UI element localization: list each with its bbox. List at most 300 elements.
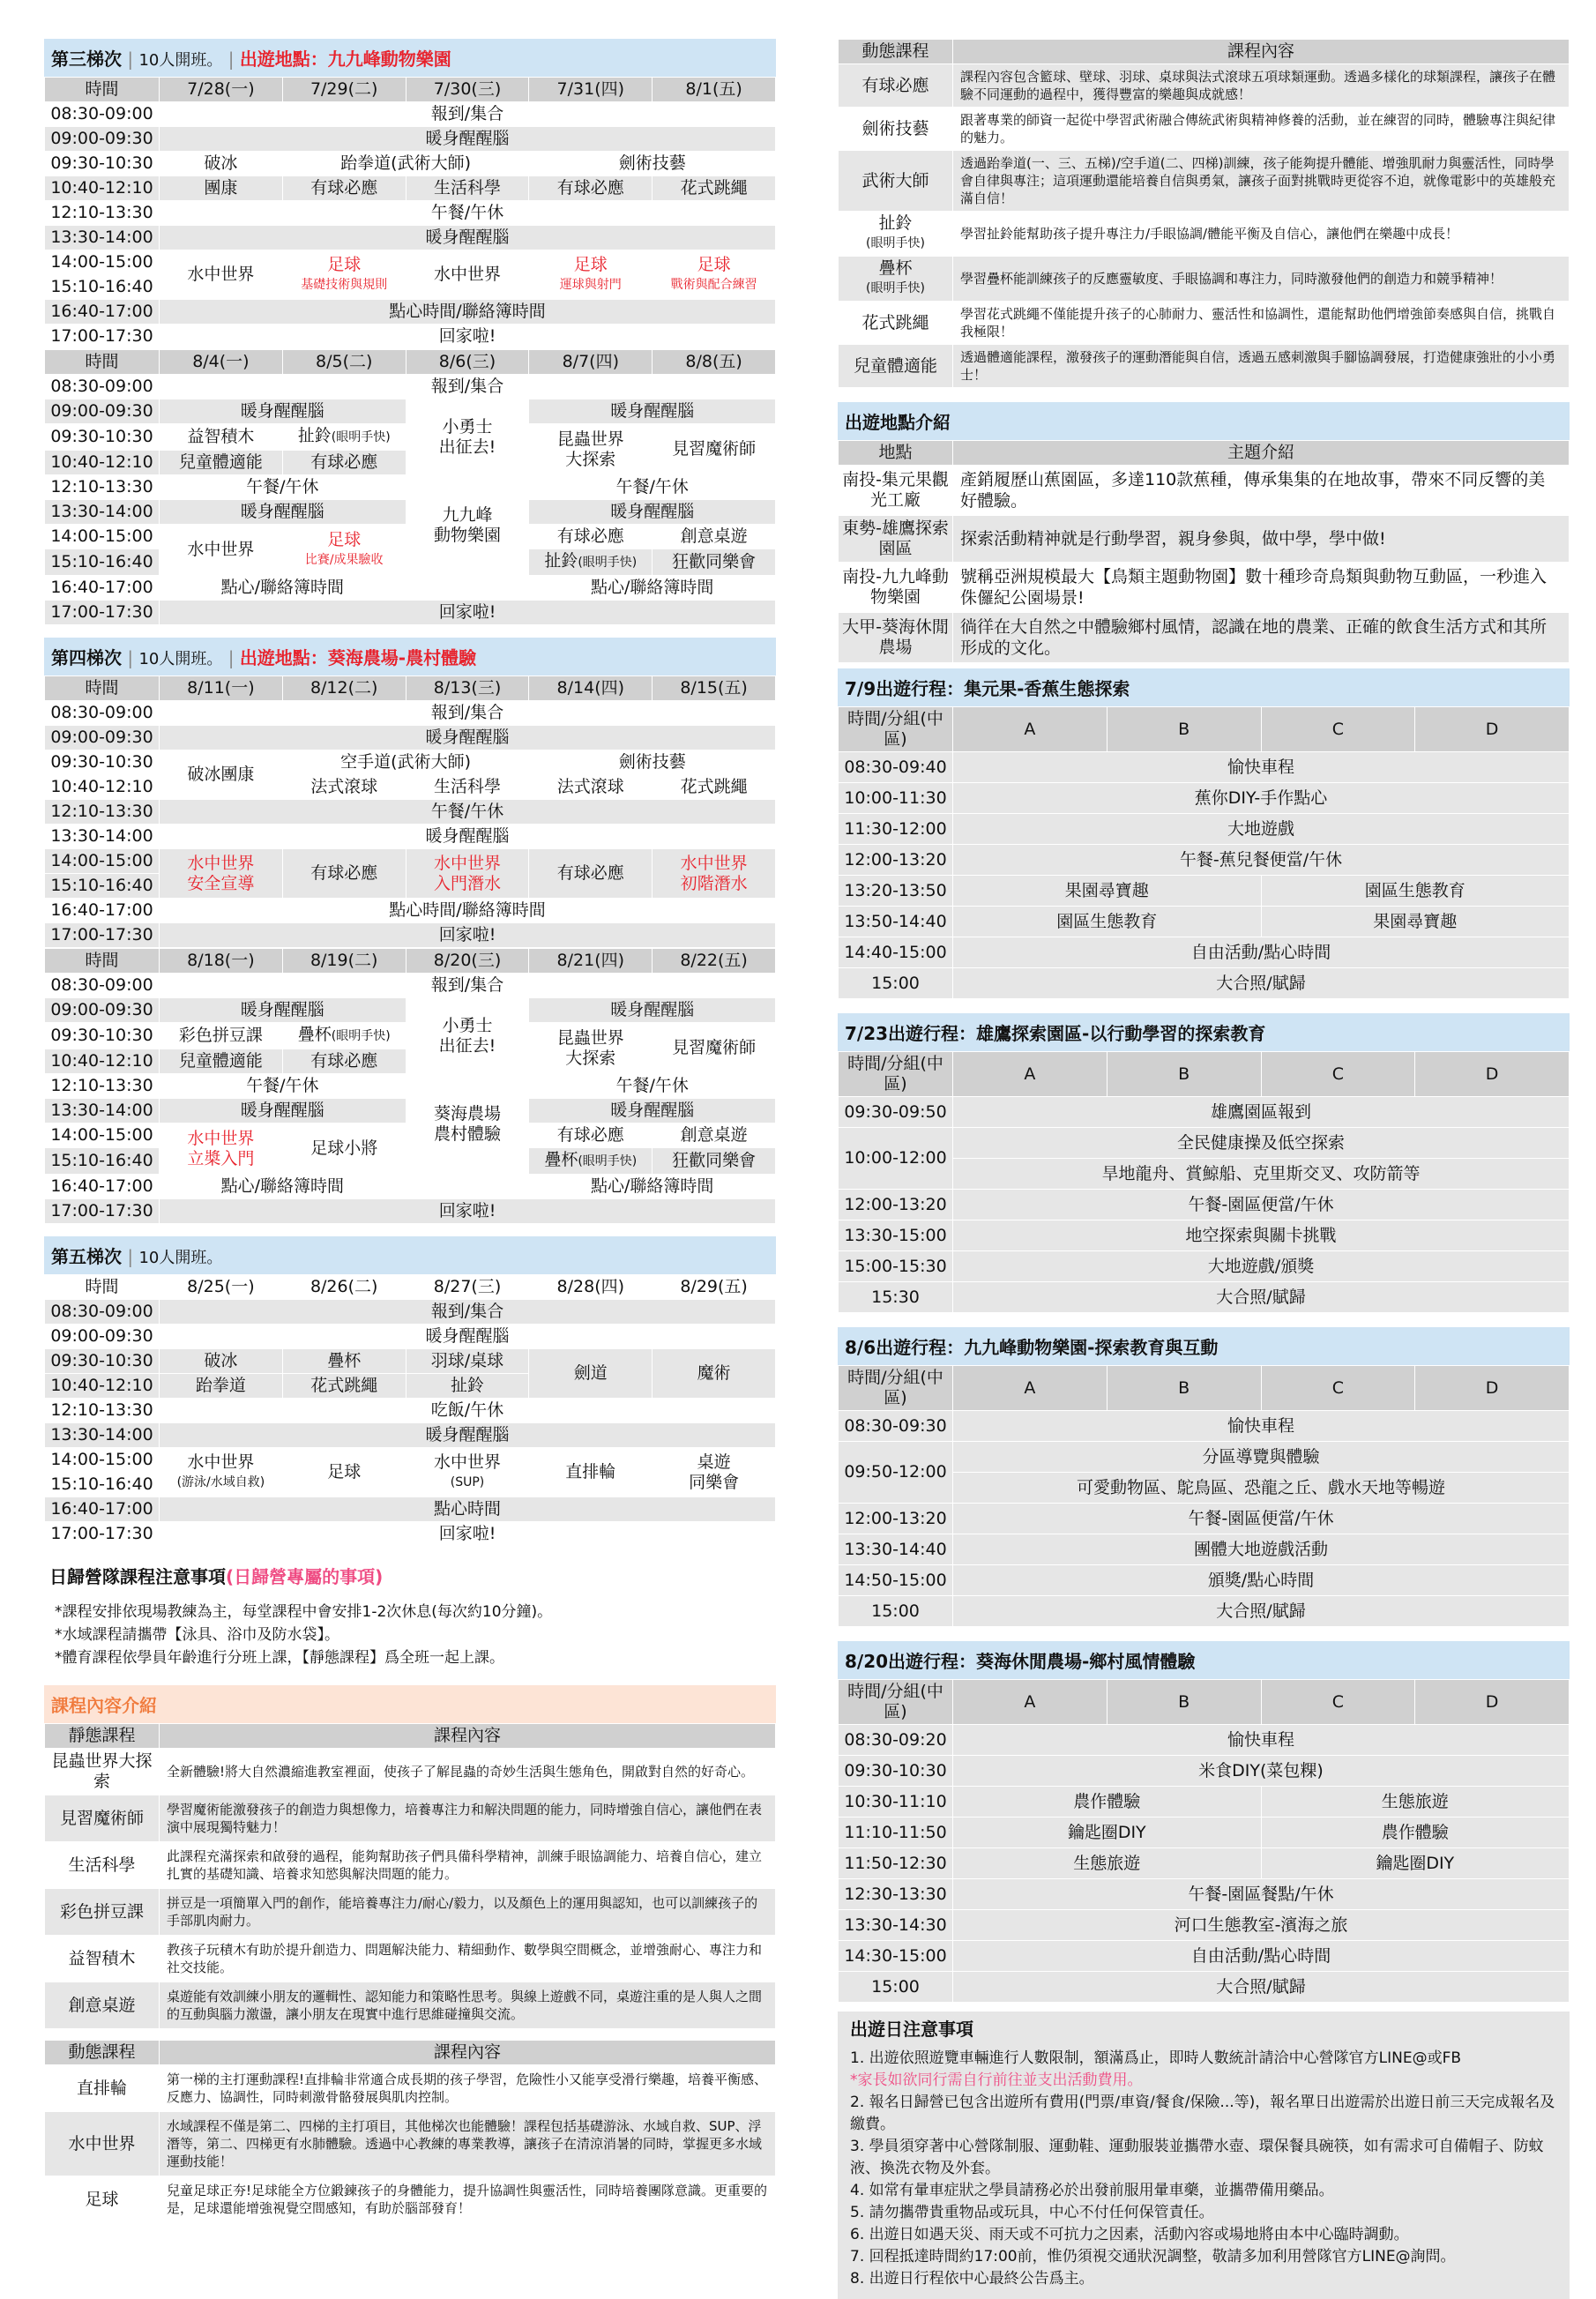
text: 昆蟲世界 xyxy=(556,429,624,449)
table-cell: 回家啦! xyxy=(160,325,776,349)
table-cell: 午餐-蕉兒餐便當/午休 xyxy=(953,845,1570,876)
table-row xyxy=(45,1842,776,1889)
table-cell: 號稱亞洲規模最大【鳥類主題動物園】數十種珍奇鳥類與動物互動區，一秒進入侏儸紀公園場景! xyxy=(953,563,1570,613)
table-cell: 14:00-15:00 xyxy=(45,1123,160,1148)
table-cell: 分區導覽與體驗 xyxy=(953,1442,1570,1473)
table-cell: 跆拳道 xyxy=(160,1374,283,1399)
table-row xyxy=(839,707,1570,752)
table-row xyxy=(45,1497,776,1522)
text: 10人開班。 xyxy=(138,1249,223,1267)
table-cell: 拼豆是一項簡單入門的創作，能培養專注力/耐心/毅力，以及顏色上的運用與認知，也可以訓練孩子的手部肌肉耐力。 xyxy=(160,1889,776,1936)
table-cell: 大甲-葵海休閒農場 xyxy=(839,613,953,663)
table-cell: 報到/集合 xyxy=(160,102,776,127)
table-cell: 13:30-14:00 xyxy=(45,226,160,250)
table-row xyxy=(45,800,776,825)
table-cell: 8/29(五) xyxy=(653,1275,776,1300)
text: 水中世界 xyxy=(433,853,501,873)
table-cell: 破冰 xyxy=(160,152,283,176)
table-cell: 15:00 xyxy=(839,1596,953,1627)
table-cell: 兒童足球正夯!足球能全方位鍛鍊孩子的身體能力，提升協調性與靈活性，同時培養團隊意識。更重要的是，足球還能增強視覺空間感知，有助於腦部發育！ xyxy=(160,2176,776,2223)
table-cell xyxy=(529,1148,653,1175)
table-cell: 有球必應 xyxy=(529,1123,653,1148)
table-cell: B xyxy=(1107,707,1261,752)
table-cell: 生活科學 xyxy=(45,1842,160,1889)
table-cell: 時間 xyxy=(45,78,160,102)
text: 九九峰 xyxy=(442,504,493,525)
table-cell: 時間 xyxy=(45,676,160,701)
table-row xyxy=(839,1879,1570,1910)
trip-2-table xyxy=(838,1051,1570,1313)
table-cell: 大合照/賦歸 xyxy=(953,1596,1570,1627)
table-cell: 15:30 xyxy=(839,1282,953,1313)
table-cell: 回家啦! xyxy=(160,601,776,625)
trip-3-header: 8/6出遊行程：九九峰動物樂園-探索教育與互動 xyxy=(838,1327,1570,1365)
table-cell: 生活科學 xyxy=(406,775,529,800)
table-cell: 主題介紹 xyxy=(953,441,1570,466)
text: 出遊地點：葵海農場-農村體驗 xyxy=(239,647,477,668)
table-cell: 12:00-13:20 xyxy=(839,1190,953,1220)
table-cell: 09:00-09:30 xyxy=(45,726,160,750)
table-cell: 08:30-09:00 xyxy=(45,974,160,998)
table-cell: 米食DIY(菜包粿) xyxy=(953,1756,1570,1787)
table-cell: 法式滾球 xyxy=(529,775,653,800)
table-cell: 8/8(五) xyxy=(653,350,776,375)
table-cell: 8/27(三) xyxy=(406,1275,529,1300)
text: (眼明手快) xyxy=(866,281,925,295)
text: (游泳/水域自救) xyxy=(176,1474,265,1489)
table-row xyxy=(839,1756,1570,1787)
table-cell: 愉快車程 xyxy=(953,1725,1570,1756)
table-cell: 暖身醒醒腦 xyxy=(529,500,776,525)
table-cell: 學習扯鈴能幫助孩子提升專注力/手眼協調/體能平衡及自信心，讓他們在樂趣中成長！ xyxy=(953,212,1570,257)
table-cell: 有球必應 xyxy=(839,64,953,108)
table-row xyxy=(839,1972,1570,2003)
table-cell: 大合照/賦歸 xyxy=(953,1282,1570,1313)
table-cell: 吃飯/午休 xyxy=(160,1399,776,1423)
table-row xyxy=(45,1936,776,1982)
dynamic-course-table-right xyxy=(838,39,1570,388)
table-cell xyxy=(406,475,529,576)
dynamic-course-table-left xyxy=(44,2040,776,2223)
table-cell: 蕉你DIY-手作點心 xyxy=(953,783,1570,814)
table-cell: 午餐-園區便當/午休 xyxy=(953,1190,1570,1220)
table-row xyxy=(45,899,776,923)
text: 水中世界 xyxy=(680,853,748,873)
table-cell: 08:30-09:20 xyxy=(839,1725,953,1756)
table-cell: B xyxy=(1107,1052,1261,1097)
table-cell: 8/7(四) xyxy=(529,350,653,375)
table-cell: 花式跳繩 xyxy=(839,302,953,345)
table-cell: 09:50-12:00 xyxy=(839,1442,953,1504)
table-cell: 7/28(一) xyxy=(160,78,283,102)
table-cell: 13:30-14:00 xyxy=(45,825,160,849)
table-cell: C xyxy=(1261,707,1415,752)
table-cell: 直排輪 xyxy=(529,1448,653,1497)
table-cell: 16:40-17:00 xyxy=(45,899,160,923)
text: (眼明手快) xyxy=(331,1029,391,1043)
table-row xyxy=(839,1787,1570,1818)
table-cell: 有球必應 xyxy=(282,176,406,201)
text: 水中世界 xyxy=(187,853,255,873)
table-row xyxy=(45,325,776,349)
table-cell xyxy=(653,849,776,899)
table-cell: 10:40-12:10 xyxy=(45,1049,160,1074)
table-cell xyxy=(653,1448,776,1497)
table-cell: 水中世界 xyxy=(160,525,283,576)
table-cell: 透過跆拳道(一、三、五梯)/空手道(二、四梯)訓練，孩子能夠提升體能、增強肌耐力與靈活性，同時學會自律與專注；這項運動還能培養自信與勇氣，讓孩子面對挑戰時更從容不迫，就像電影中的英雄般充滿自信！ xyxy=(953,151,1570,212)
table-cell: 回家啦! xyxy=(160,1199,776,1224)
text: 足球 xyxy=(573,254,608,274)
table-cell: 8/6(三) xyxy=(406,350,529,375)
table-cell: 旱地龍舟、賞鯨船、克里斯交叉、攻防箭等 xyxy=(953,1159,1570,1190)
text: (日歸營專屬的事項) xyxy=(226,1566,384,1587)
table-cell: 花式跳繩 xyxy=(282,1374,406,1399)
table-cell: 見習魔術師 xyxy=(653,424,776,475)
text: 出征去! xyxy=(438,1035,496,1056)
text: 扯鈴 xyxy=(878,213,913,233)
session-3-header: 第三梯次 | 10人開班。 | 出遊地點：九九峰動物樂園 xyxy=(44,39,776,77)
table-row xyxy=(839,783,1570,814)
text: (眼明手快) xyxy=(331,430,391,444)
table-row xyxy=(45,1448,776,1473)
table-cell: 13:30-15:00 xyxy=(839,1220,953,1251)
table-cell: 09:30-10:30 xyxy=(45,750,160,775)
text: 10人開班。 xyxy=(138,51,223,70)
table-cell: 15:00-15:30 xyxy=(839,1251,953,1282)
table-cell: 10:40-12:10 xyxy=(45,451,160,475)
table-cell: 17:00-17:30 xyxy=(45,923,160,948)
table-row xyxy=(45,2065,776,2112)
table-row xyxy=(839,302,1570,345)
table-cell: 東勢-雄鷹探索園區 xyxy=(839,516,953,563)
table-cell: 17:00-17:30 xyxy=(45,1522,160,1547)
session-4-header: 第四梯次 | 10人開班。 | 出遊地點：葵海農場-農村體驗 xyxy=(44,638,776,676)
table-row xyxy=(45,1522,776,1547)
table-cell: 時間 xyxy=(45,350,160,375)
right-column xyxy=(838,39,1570,2299)
table-row xyxy=(45,176,776,201)
text: 安全宣導 xyxy=(187,873,255,893)
table-cell: 09:30-10:30 xyxy=(839,1756,953,1787)
table-cell: 課程內容 xyxy=(953,40,1570,64)
table-row xyxy=(839,1941,1570,1972)
table-row xyxy=(839,466,1570,516)
text: (眼明手快) xyxy=(866,236,925,250)
table-cell xyxy=(406,1074,529,1175)
table-cell: 10:00-12:00 xyxy=(839,1128,953,1190)
table-row xyxy=(45,127,776,152)
table-cell: 劍術技藝 xyxy=(839,108,953,151)
table-cell: 可愛動物區、鴕鳥區、恐龍之丘、戲水天地等暢遊 xyxy=(953,1473,1570,1504)
table-cell: 09:00-09:30 xyxy=(45,127,160,152)
session-5-table xyxy=(44,1274,776,1547)
text: 2. 報名日歸營已包含出遊所有費用(門票/車資/餐食/保險...等)，報名單日出遊需於出遊日前三天完成報名及繳費。 xyxy=(850,2094,1555,2133)
trip-4-table xyxy=(838,1679,1570,2003)
table-cell: 暖身醒醒腦 xyxy=(529,998,776,1023)
table-row xyxy=(839,1251,1570,1282)
text: 7. 回程抵達時間約17:00前，惟仍須視交通狀況調整，敬請多加利用營隊官方LINE@詢問。 xyxy=(850,2248,1456,2265)
table-cell: 學習疊杯能訓練孩子的反應靈敏度、手眼協調和專注力，同時激發他們的創造力和競爭精神！ xyxy=(953,257,1570,302)
table-cell xyxy=(406,849,529,899)
table-cell: 13:30-14:00 xyxy=(45,1423,160,1448)
table-row xyxy=(839,1910,1570,1941)
table-row xyxy=(45,1074,776,1099)
table-cell: 暖身醒醒腦 xyxy=(160,726,776,750)
trip-day-notes xyxy=(838,2012,1570,2299)
text: 足球 xyxy=(327,529,362,549)
table-row xyxy=(839,1725,1570,1756)
table-cell: 8/28(四) xyxy=(529,1275,653,1300)
table-cell: 有球必應 xyxy=(529,176,653,201)
table-cell: 08:30-09:00 xyxy=(45,102,160,127)
table-cell: A xyxy=(953,1366,1108,1411)
table-cell: 武術大師 xyxy=(839,151,953,212)
table-cell: 12:10-13:30 xyxy=(45,1399,160,1423)
table-cell xyxy=(406,576,529,601)
text: 運球與射門 xyxy=(559,277,622,292)
table-cell: 8/12(二) xyxy=(282,676,406,701)
text: 第五梯次 xyxy=(51,1246,122,1267)
table-row xyxy=(45,1175,776,1199)
table-cell: 8/26(二) xyxy=(282,1275,406,1300)
table-cell: 疊杯 xyxy=(282,1349,406,1374)
table-cell: 7/29(二) xyxy=(282,78,406,102)
table-cell: 午餐/午休 xyxy=(160,201,776,226)
table-row xyxy=(45,750,776,775)
table-row xyxy=(839,1504,1570,1534)
table-row xyxy=(839,613,1570,663)
table-cell: 自由活動/點心時間 xyxy=(953,1941,1570,1972)
table-cell: 頒獎/點心時間 xyxy=(953,1565,1570,1596)
table-cell: 課程內容包含籃球、壁球、羽球、桌球與法式滾球五項球類運動。透過多樣化的球類課程，讓孩子在體驗不同運動的過程中，獲得豐富的樂趣與成就感！ xyxy=(953,64,1570,108)
table-cell: 8/19(二) xyxy=(282,949,406,974)
table-cell: 09:00-09:30 xyxy=(45,399,160,424)
table-cell: 16:40-17:00 xyxy=(45,300,160,325)
table-cell: 午餐/午休 xyxy=(529,475,776,500)
table-cell: 8/21(四) xyxy=(529,949,653,974)
table-cell: 10:40-12:10 xyxy=(45,1374,160,1399)
table-cell: C xyxy=(1261,1366,1415,1411)
session-4-week1-table xyxy=(44,676,776,948)
table-cell: 時間 xyxy=(45,1275,160,1300)
table-row xyxy=(45,1423,776,1448)
table-cell: 南投-九九峰動物樂園 xyxy=(839,563,953,613)
table-cell: 16:40-17:00 xyxy=(45,576,160,601)
table-cell: 8/25(一) xyxy=(160,1275,283,1300)
table-row xyxy=(839,1818,1570,1848)
table-row xyxy=(45,2112,776,2176)
text: 同樂會 xyxy=(689,1472,740,1492)
table-cell xyxy=(529,549,653,576)
table-cell: 桌遊能有效訓練小朋友的邏輯性、認知能力和策略性思考。與線上遊戲不同，桌遊注重的是人與人之間的互動與腦力激盪，讓小朋友在現實中進行思維碰撞與交流。 xyxy=(160,1982,776,2029)
table-row xyxy=(45,1399,776,1423)
table-row xyxy=(839,1596,1570,1627)
text: (眼明手快) xyxy=(578,556,638,570)
text: 水中世界 xyxy=(187,1452,255,1472)
table-row xyxy=(839,1411,1570,1442)
text: *家長如欲同行需自行前往並支出活動費用。 xyxy=(850,2071,1143,2089)
table-cell xyxy=(160,849,283,899)
table-cell: 暖身醒醒腦 xyxy=(160,399,406,424)
table-cell: 劍道 xyxy=(529,1349,653,1399)
table-row xyxy=(839,441,1570,466)
table-cell: 水中世界 xyxy=(160,250,283,300)
table-cell: 8/4(一) xyxy=(160,350,283,375)
text: 桌遊 xyxy=(697,1452,731,1472)
table-cell: 時間/分組(中區) xyxy=(839,1680,953,1725)
table-row xyxy=(45,1300,776,1325)
text: 第四梯次 xyxy=(51,647,122,668)
table-cell: 跟著專業的師資一起從中學習武術融合傳統武術與精神修養的活動，並在練習的同時，體驗專注與紀律的魅力。 xyxy=(953,108,1570,151)
table-cell: 有球必應 xyxy=(529,849,653,899)
table-row xyxy=(839,516,1570,563)
table-row xyxy=(45,1349,776,1374)
table-cell: 12:10-13:30 xyxy=(45,201,160,226)
table-cell: 鑰匙圈DIY xyxy=(953,1818,1262,1848)
places-header: 出遊地點介紹 xyxy=(838,402,1570,440)
table-cell: 見習魔術師 xyxy=(653,1023,776,1074)
text: *課程安排依現場教練為主，每堂課程中會安排1-2次休息(每次約10分鐘)。 xyxy=(55,1603,553,1621)
table-row xyxy=(839,1366,1570,1411)
table-cell: 17:00-17:30 xyxy=(45,1199,160,1224)
table-cell: 破冰 xyxy=(160,1349,283,1374)
table-cell: 扯鈴 xyxy=(406,1374,529,1399)
places-table xyxy=(838,440,1570,663)
table-cell: 劍術技藝 xyxy=(529,750,776,775)
table-cell: 報到/集合 xyxy=(160,701,776,726)
table-cell: 12:30-13:30 xyxy=(839,1879,953,1910)
table-cell: 直排輪 xyxy=(45,2065,160,2112)
table-row xyxy=(45,949,776,974)
table-cell xyxy=(282,1023,406,1049)
table-cell: 大地遊戲/頒獎 xyxy=(953,1251,1570,1282)
table-cell: 09:30-10:30 xyxy=(45,424,160,451)
table-row xyxy=(45,576,776,601)
course-intro-header: 課程內容介紹 xyxy=(44,1685,776,1723)
table-cell xyxy=(282,424,406,451)
table-cell: 水中世界 xyxy=(45,2112,160,2176)
text: *水域課程請攜帶【泳具、浴巾及防水袋】。 xyxy=(55,1626,339,1644)
table-cell: 魔術 xyxy=(653,1349,776,1399)
table-cell: 14:00-15:00 xyxy=(45,849,160,874)
table-cell: 11:30-12:00 xyxy=(839,814,953,845)
table-cell: 動態課程 xyxy=(45,2041,160,2065)
text: 1. 出遊依照遊覽車輛進行人數限制，額滿爲止，即時人數統計請洽中心營隊官方LINE@或FB xyxy=(850,2049,1462,2067)
table-cell: 足球 xyxy=(45,2176,160,2223)
day-camp-notes xyxy=(44,1592,776,1669)
table-cell: 跆拳道(武術大師) xyxy=(282,152,529,176)
table-cell: 15:10-16:40 xyxy=(45,549,160,576)
table-cell: 點心/聯絡簿時間 xyxy=(160,576,406,601)
text: 動物樂園 xyxy=(433,525,501,545)
text: 第三梯次 xyxy=(51,49,122,70)
text: 扯鈴 xyxy=(544,551,578,571)
table-cell: 自由活動/點心時間 xyxy=(953,937,1570,968)
text: 比賽/成果驗收 xyxy=(304,552,384,567)
table-cell: 8/15(五) xyxy=(653,676,776,701)
table-cell: A xyxy=(953,1680,1108,1725)
table-cell: 兒童體適能 xyxy=(160,1049,283,1074)
table-cell: 花式跳繩 xyxy=(653,176,776,201)
table-cell: 09:00-09:30 xyxy=(45,998,160,1023)
table-row xyxy=(839,1565,1570,1596)
table-cell: 暖身醒醒腦 xyxy=(160,127,776,152)
static-course-table xyxy=(44,1723,776,2029)
table-cell: A xyxy=(953,707,1108,752)
table-cell: 8/11(一) xyxy=(160,676,283,701)
table-row xyxy=(45,399,776,424)
table-row xyxy=(839,1282,1570,1313)
table-cell xyxy=(406,998,529,1074)
table-cell: 點心/聯絡簿時間 xyxy=(529,576,776,601)
text: 水中世界 xyxy=(187,1128,255,1148)
table-cell: 12:10-13:30 xyxy=(45,800,160,825)
table-row xyxy=(839,151,1570,212)
table-cell: D xyxy=(1415,707,1570,752)
table-cell: 10:00-11:30 xyxy=(839,783,953,814)
table-row xyxy=(45,78,776,102)
table-cell: 回家啦! xyxy=(160,923,776,948)
table-cell: 見習魔術師 xyxy=(45,1795,160,1842)
table-cell: 果園尋寶趣 xyxy=(1261,907,1570,937)
table-cell: 第一梯的主打運動課程!直排輪非常適合成長期的孩子學習，危險性小又能享受滑行樂趣，培養平衡感、反應力、協調性，同時刺激骨骼發展與肌肉控制。 xyxy=(160,2065,776,2112)
table-cell xyxy=(160,1448,283,1497)
table-cell: 報到/集合 xyxy=(160,375,776,399)
table-cell: C xyxy=(1261,1052,1415,1097)
table-cell: 靜態課程 xyxy=(45,1724,160,1749)
text: 小勇士 xyxy=(442,416,493,437)
table-row xyxy=(45,152,776,176)
table-cell: 狂歡同樂會 xyxy=(653,1148,776,1175)
table-row xyxy=(45,775,776,800)
table-row xyxy=(45,1325,776,1349)
text: 疊杯 xyxy=(544,1150,578,1169)
table-cell: 動態課程 xyxy=(839,40,953,64)
text: 3. 學員須穿著中心營隊制服、運動鞋、運動服裝並攜帶水壺、環保餐具碗筷，如有需求可自備帽子、防蚊液、換洗衣物及外套。 xyxy=(850,2138,1544,2177)
table-cell: 8/14(四) xyxy=(529,676,653,701)
session-5-header: 第五梯次 | 10人開班。 xyxy=(44,1236,776,1274)
table-cell: 有球必應 xyxy=(282,849,406,899)
table-cell: 生活科學 xyxy=(406,176,529,201)
table-cell: 地空探索與關卡挑戰 xyxy=(953,1220,1570,1251)
trip-4-header: 8/20出遊行程：葵海休閒農場-鄉村風情體驗 xyxy=(838,1641,1570,1679)
text: 日歸營隊課程注意事項 xyxy=(49,1566,226,1587)
table-cell: 午餐/午休 xyxy=(160,1074,406,1099)
table-cell: C xyxy=(1261,1680,1415,1725)
table-row xyxy=(45,375,776,399)
table-cell: 14:50-15:00 xyxy=(839,1565,953,1596)
table-row xyxy=(839,1680,1570,1725)
table-cell: 13:30-14:40 xyxy=(839,1534,953,1565)
session-4-week2-table xyxy=(44,948,776,1224)
table-cell: 午餐/午休 xyxy=(529,1074,776,1099)
text: 戰術與配合練習 xyxy=(670,277,757,292)
table-cell: D xyxy=(1415,1052,1570,1097)
table-cell: 15:10-16:40 xyxy=(45,874,160,899)
table-row xyxy=(45,726,776,750)
table-cell: 兒童體適能 xyxy=(839,345,953,388)
table-cell: B xyxy=(1107,1680,1261,1725)
table-row xyxy=(45,475,776,500)
table-cell: A xyxy=(953,1052,1108,1097)
table-cell: 時間 xyxy=(45,949,160,974)
table-row xyxy=(839,876,1570,907)
table-cell: 14:00-15:00 xyxy=(45,1448,160,1473)
text: (眼明手快) xyxy=(578,1154,638,1168)
table-cell: 16:40-17:00 xyxy=(45,1175,160,1199)
table-cell: 創意桌遊 xyxy=(45,1982,160,2029)
table-row xyxy=(839,968,1570,999)
